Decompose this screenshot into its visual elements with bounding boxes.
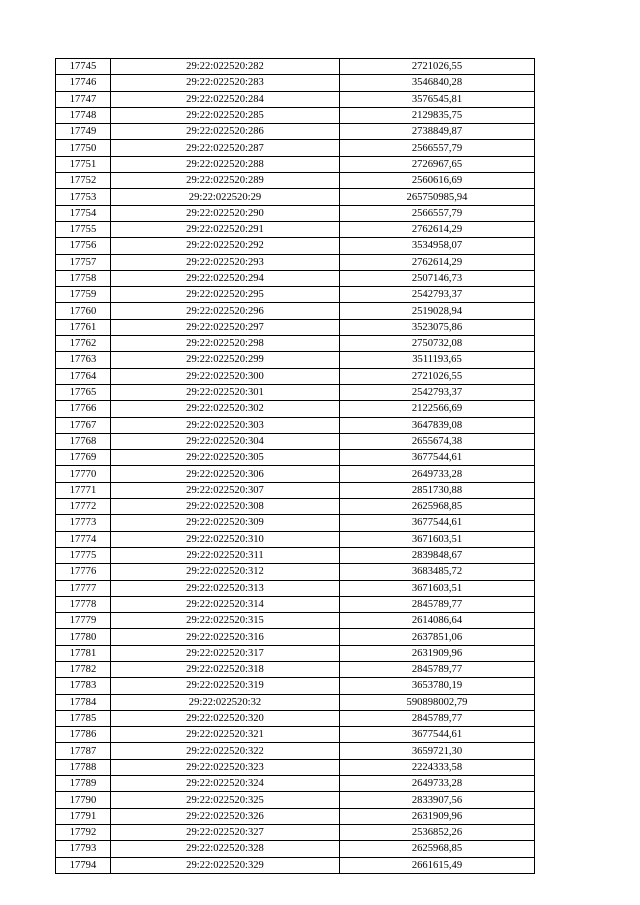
- cadastral-number-cell: 29:22:022520:295: [111, 287, 340, 303]
- row-number-cell: 17765: [56, 384, 111, 400]
- table-row: [56, 808, 535, 824]
- row-number-cell: 17758: [56, 270, 111, 286]
- cadastral-number-cell: 29:22:022520:294: [111, 270, 340, 286]
- value-cell: 2649733,28: [340, 776, 535, 792]
- value-cell: 2655674,38: [340, 433, 535, 449]
- table-row: [56, 107, 535, 123]
- cadastral-number-cell: 29:22:022520:306: [111, 466, 340, 482]
- row-number-cell: 17768: [56, 433, 111, 449]
- table-row: [56, 433, 535, 449]
- value-cell: 590898002,79: [340, 694, 535, 710]
- row-number-cell: 17780: [56, 629, 111, 645]
- value-cell: 2738849,87: [340, 124, 535, 140]
- value-cell: 2631909,96: [340, 808, 535, 824]
- row-number-cell: 17748: [56, 107, 111, 123]
- cadastral-number-cell: 29:22:022520:291: [111, 221, 340, 237]
- row-number-cell: 17790: [56, 792, 111, 808]
- cadastral-number-cell: 29:22:022520:325: [111, 792, 340, 808]
- cadastral-number-cell: 29:22:022520:317: [111, 645, 340, 661]
- value-cell: 3653780,19: [340, 678, 535, 694]
- cadastral-number-cell: 29:22:022520:310: [111, 531, 340, 547]
- value-cell: 2536852,26: [340, 824, 535, 840]
- value-cell: 2614086,64: [340, 613, 535, 629]
- table-row: [56, 824, 535, 840]
- table-row: [56, 694, 535, 710]
- table-row: [56, 401, 535, 417]
- value-cell: 2833907,56: [340, 792, 535, 808]
- table-row: [56, 564, 535, 580]
- cadastral-number-cell: 29:22:022520:323: [111, 759, 340, 775]
- value-cell: 2625968,85: [340, 499, 535, 515]
- cadastral-number-cell: 29:22:022520:293: [111, 254, 340, 270]
- row-number-cell: 17789: [56, 776, 111, 792]
- table-row: [56, 238, 535, 254]
- cadastral-number-cell: 29:22:022520:329: [111, 857, 340, 873]
- row-number-cell: 17782: [56, 661, 111, 677]
- cadastral-number-cell: 29:22:022520:322: [111, 743, 340, 759]
- value-cell: 2224333,58: [340, 759, 535, 775]
- value-cell: 2519028,94: [340, 303, 535, 319]
- table-row: [56, 221, 535, 237]
- table-row: [56, 75, 535, 91]
- cadastral-number-cell: 29:22:022520:303: [111, 417, 340, 433]
- cadastral-number-cell: 29:22:022520:285: [111, 107, 340, 123]
- cadastral-number-cell: 29:22:022520:301: [111, 384, 340, 400]
- table-row: [56, 645, 535, 661]
- cadastral-number-cell: 29:22:022520:318: [111, 661, 340, 677]
- row-number-cell: 17777: [56, 580, 111, 596]
- value-cell: 2637851,06: [340, 629, 535, 645]
- value-cell: 2649733,28: [340, 466, 535, 482]
- row-number-cell: 17791: [56, 808, 111, 824]
- row-number-cell: 17760: [56, 303, 111, 319]
- cadastral-number-cell: 29:22:022520:290: [111, 205, 340, 221]
- row-number-cell: 17776: [56, 564, 111, 580]
- value-cell: 2851730,88: [340, 482, 535, 498]
- value-cell: 3677544,61: [340, 450, 535, 466]
- value-cell: 3671603,51: [340, 531, 535, 547]
- table-row: [56, 841, 535, 857]
- table-row: [56, 384, 535, 400]
- row-number-cell: 17771: [56, 482, 111, 498]
- table-row: [56, 792, 535, 808]
- row-number-cell: 17786: [56, 727, 111, 743]
- row-number-cell: 17788: [56, 759, 111, 775]
- value-cell: 2845789,77: [340, 596, 535, 612]
- table-row: [56, 450, 535, 466]
- value-cell: 2566557,79: [340, 205, 535, 221]
- value-cell: 2631909,96: [340, 645, 535, 661]
- cadastral-number-cell: 29:22:022520:296: [111, 303, 340, 319]
- table-row: [56, 547, 535, 563]
- cadastral-number-cell: 29:22:022520:299: [111, 352, 340, 368]
- row-number-cell: 17756: [56, 238, 111, 254]
- table-row: [56, 531, 535, 547]
- value-cell: 3677544,61: [340, 727, 535, 743]
- cadastral-number-cell: 29:22:022520:316: [111, 629, 340, 645]
- cadastral-number-cell: 29:22:022520:311: [111, 547, 340, 563]
- value-cell: 2721026,55: [340, 59, 535, 75]
- table-row: [56, 287, 535, 303]
- table-row: [56, 140, 535, 156]
- value-cell: 2566557,79: [340, 140, 535, 156]
- value-cell: 2129835,75: [340, 107, 535, 123]
- cadastral-number-cell: 29:22:022520:297: [111, 319, 340, 335]
- value-cell: 3511193,65: [340, 352, 535, 368]
- table-row: [56, 661, 535, 677]
- cadastral-number-cell: 29:22:022520:314: [111, 596, 340, 612]
- table-row: [56, 678, 535, 694]
- cadastral-number-cell: 29:22:022520:326: [111, 808, 340, 824]
- row-number-cell: 17766: [56, 401, 111, 417]
- table-row: [56, 303, 535, 319]
- row-number-cell: 17747: [56, 91, 111, 107]
- table-row: [56, 173, 535, 189]
- cadastral-number-cell: 29:22:022520:292: [111, 238, 340, 254]
- row-number-cell: 17785: [56, 710, 111, 726]
- value-cell: 3677544,61: [340, 515, 535, 531]
- table-row: [56, 124, 535, 140]
- table-row: [56, 254, 535, 270]
- cadastral-number-cell: 29:22:022520:312: [111, 564, 340, 580]
- row-number-cell: 17764: [56, 368, 111, 384]
- cadastral-number-cell: 29:22:022520:284: [111, 91, 340, 107]
- value-cell: 2542793,37: [340, 287, 535, 303]
- value-cell: 2845789,77: [340, 661, 535, 677]
- cadastral-number-cell: 29:22:022520:319: [111, 678, 340, 694]
- table-row: [56, 727, 535, 743]
- row-number-cell: 17762: [56, 336, 111, 352]
- row-number-cell: 17794: [56, 857, 111, 873]
- cadastral-number-cell: 29:22:022520:313: [111, 580, 340, 596]
- row-number-cell: 17752: [56, 173, 111, 189]
- row-number-cell: 17787: [56, 743, 111, 759]
- value-cell: 3576545,81: [340, 91, 535, 107]
- cadastral-number-cell: 29:22:022520:308: [111, 499, 340, 515]
- cadastral-number-cell: 29:22:022520:327: [111, 824, 340, 840]
- value-cell: 2542793,37: [340, 384, 535, 400]
- value-cell: 3671603,51: [340, 580, 535, 596]
- cadastral-number-cell: 29:22:022520:328: [111, 841, 340, 857]
- value-cell: 2845789,77: [340, 710, 535, 726]
- cadastral-number-cell: 29:22:022520:32: [111, 694, 340, 710]
- registry-table: [55, 58, 535, 874]
- registry-table-body: [56, 59, 535, 874]
- row-number-cell: 17770: [56, 466, 111, 482]
- table-row: [56, 189, 535, 205]
- value-cell: 3659721,30: [340, 743, 535, 759]
- cadastral-number-cell: 29:22:022520:307: [111, 482, 340, 498]
- row-number-cell: 17783: [56, 678, 111, 694]
- table-row: [56, 710, 535, 726]
- cadastral-number-cell: 29:22:022520:286: [111, 124, 340, 140]
- row-number-cell: 17767: [56, 417, 111, 433]
- cadastral-number-cell: 29:22:022520:324: [111, 776, 340, 792]
- value-cell: 3534958,07: [340, 238, 535, 254]
- row-number-cell: 17755: [56, 221, 111, 237]
- value-cell: 2839848,67: [340, 547, 535, 563]
- value-cell: 2122566,69: [340, 401, 535, 417]
- row-number-cell: 17778: [56, 596, 111, 612]
- table-row: [56, 156, 535, 172]
- table-row: [56, 515, 535, 531]
- row-number-cell: 17769: [56, 450, 111, 466]
- table-row: [56, 776, 535, 792]
- value-cell: 2750732,08: [340, 336, 535, 352]
- row-number-cell: 17751: [56, 156, 111, 172]
- row-number-cell: 17775: [56, 547, 111, 563]
- table-row: [56, 759, 535, 775]
- cadastral-number-cell: 29:22:022520:29: [111, 189, 340, 205]
- cadastral-number-cell: 29:22:022520:302: [111, 401, 340, 417]
- row-number-cell: 17773: [56, 515, 111, 531]
- cadastral-number-cell: 29:22:022520:282: [111, 59, 340, 75]
- value-cell: 3523075,86: [340, 319, 535, 335]
- cadastral-number-cell: 29:22:022520:305: [111, 450, 340, 466]
- cadastral-number-cell: 29:22:022520:315: [111, 613, 340, 629]
- table-row: [56, 857, 535, 873]
- row-number-cell: 17793: [56, 841, 111, 857]
- row-number-cell: 17745: [56, 59, 111, 75]
- cadastral-number-cell: 29:22:022520:304: [111, 433, 340, 449]
- row-number-cell: 17759: [56, 287, 111, 303]
- table-row: [56, 629, 535, 645]
- table-row: [56, 352, 535, 368]
- row-number-cell: 17749: [56, 124, 111, 140]
- cadastral-number-cell: 29:22:022520:309: [111, 515, 340, 531]
- row-number-cell: 17763: [56, 352, 111, 368]
- table-row: [56, 319, 535, 335]
- table-row: [56, 417, 535, 433]
- value-cell: 2661615,49: [340, 857, 535, 873]
- row-number-cell: 17774: [56, 531, 111, 547]
- value-cell: 3647839,08: [340, 417, 535, 433]
- table-row: [56, 482, 535, 498]
- table-row: [56, 91, 535, 107]
- row-number-cell: 17750: [56, 140, 111, 156]
- row-number-cell: 17754: [56, 205, 111, 221]
- table-row: [56, 580, 535, 596]
- cadastral-number-cell: 29:22:022520:288: [111, 156, 340, 172]
- table-row: [56, 743, 535, 759]
- row-number-cell: 17784: [56, 694, 111, 710]
- cadastral-number-cell: 29:22:022520:289: [111, 173, 340, 189]
- row-number-cell: 17757: [56, 254, 111, 270]
- value-cell: 2721026,55: [340, 368, 535, 384]
- row-number-cell: 17779: [56, 613, 111, 629]
- row-number-cell: 17792: [56, 824, 111, 840]
- table-row: [56, 466, 535, 482]
- table-row: [56, 368, 535, 384]
- table-row: [56, 596, 535, 612]
- cadastral-number-cell: 29:22:022520:287: [111, 140, 340, 156]
- row-number-cell: 17761: [56, 319, 111, 335]
- cadastral-number-cell: 29:22:022520:283: [111, 75, 340, 91]
- table-row: [56, 336, 535, 352]
- row-number-cell: 17746: [56, 75, 111, 91]
- row-number-cell: 17772: [56, 499, 111, 515]
- table-row: [56, 59, 535, 75]
- table-row: [56, 613, 535, 629]
- table-row: [56, 499, 535, 515]
- value-cell: 2762614,29: [340, 221, 535, 237]
- value-cell: 2560616,69: [340, 173, 535, 189]
- value-cell: 265750985,94: [340, 189, 535, 205]
- table-row: [56, 205, 535, 221]
- table-row: [56, 270, 535, 286]
- value-cell: 2726967,65: [340, 156, 535, 172]
- value-cell: 2507146,73: [340, 270, 535, 286]
- row-number-cell: 17753: [56, 189, 111, 205]
- cadastral-number-cell: 29:22:022520:320: [111, 710, 340, 726]
- value-cell: 3546840,28: [340, 75, 535, 91]
- value-cell: 3683485,72: [340, 564, 535, 580]
- value-cell: 2625968,85: [340, 841, 535, 857]
- cadastral-number-cell: 29:22:022520:298: [111, 336, 340, 352]
- value-cell: 2762614,29: [340, 254, 535, 270]
- cadastral-number-cell: 29:22:022520:321: [111, 727, 340, 743]
- row-number-cell: 17781: [56, 645, 111, 661]
- cadastral-number-cell: 29:22:022520:300: [111, 368, 340, 384]
